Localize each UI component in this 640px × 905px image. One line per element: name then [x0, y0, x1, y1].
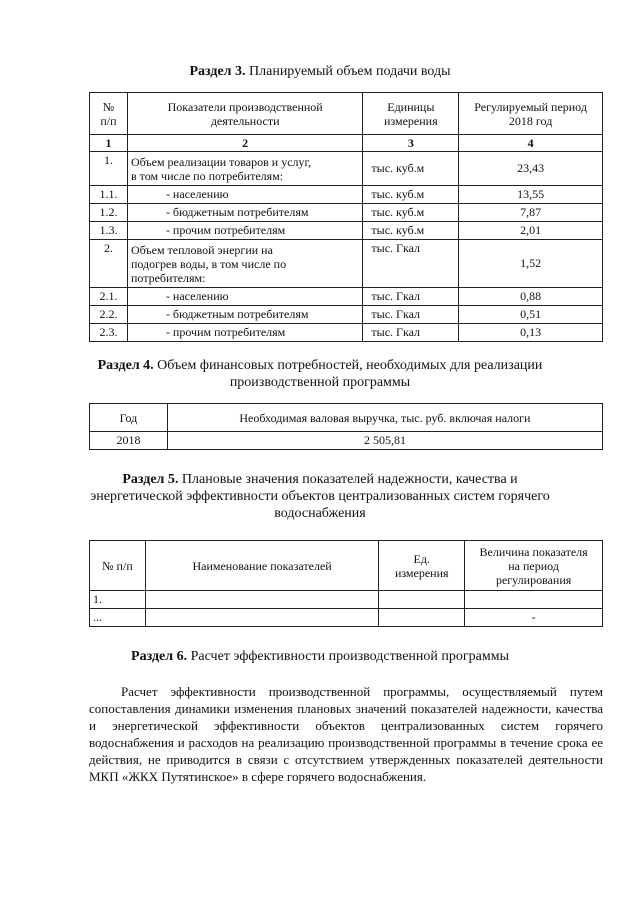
row-indicator: - прочим потребителям — [127, 324, 362, 342]
row-number: 1. — [90, 152, 128, 186]
row-unit: тыс. куб.м — [363, 204, 459, 222]
col-header-unit: Ед. измерения — [379, 541, 465, 591]
table-row — [90, 432, 603, 450]
table-header-row — [90, 93, 603, 135]
row-value: 7,87 — [459, 204, 603, 222]
row-unit: тыс. куб.м — [363, 152, 459, 186]
row-value: 13,55 — [459, 186, 603, 204]
column-number-row — [90, 135, 603, 152]
row-unit: тыс. Гкал — [363, 306, 459, 324]
row-number: ... — [90, 609, 146, 627]
section-6-title-bold: Раздел 6. — [131, 649, 188, 664]
section-5-title-line3: водоснабжения — [274, 506, 366, 521]
row-unit: тыс. Гкал — [363, 324, 459, 342]
section-6-title-text: Расчет эффективности производственной программы — [187, 649, 509, 664]
row-indicator: Объем реализации товаров и услуг, в том числе по потребителям: — [127, 152, 362, 186]
section-4-title — [0, 357, 640, 391]
table-row — [90, 204, 603, 222]
row-indicator: - бюджетным потребителям — [127, 204, 362, 222]
section-6-title — [0, 648, 640, 665]
section-3-title — [0, 63, 640, 80]
table-row — [90, 609, 603, 627]
row-value: 0,51 — [459, 306, 603, 324]
col-number: 3 — [363, 135, 459, 152]
reliability-indicators-table — [89, 540, 603, 627]
row-number: 2.2. — [90, 306, 128, 324]
table-row — [90, 306, 603, 324]
section-4-title-bold: Раздел 4. — [97, 358, 154, 373]
col-number: 1 — [90, 135, 128, 152]
section-4-title-text: Объем финансовых потребностей, необходимых для реализации — [153, 358, 543, 373]
row-year: 2018 — [90, 432, 168, 450]
row-unit: тыс. Гкал — [363, 240, 459, 288]
efficiency-paragraph: Расчет эффективности производственной программы, осуществляемый путем сопоставления динамики изменения плановых значений показателей надежности, качества и энергетической эффективности объектов централизованных систем горячего водоснабжения и расходов на реализацию производственной программы в течение срока ее действия, не приводится в связи с отсутствием утвержденных показателей деятельности МКП «ЖКХ Путятинское» в сфере горячего водоснабжения. — [89, 684, 603, 784]
section-5-title — [0, 471, 640, 522]
section-5-title-bold: Раздел 5. — [122, 472, 179, 487]
row-number: 1. — [90, 591, 146, 609]
row-unit: тыс. Гкал — [363, 288, 459, 306]
row-number: 1.3. — [90, 222, 128, 240]
row-value — [465, 591, 603, 609]
row-value: 0,13 — [459, 324, 603, 342]
row-number: 2. — [90, 240, 128, 288]
table-row — [90, 152, 603, 186]
table-header-row — [90, 404, 603, 432]
section-5-title-text: Плановые значения показателей надежности, качества и — [178, 472, 518, 487]
row-revenue: 2 505,81 — [167, 432, 602, 450]
col-header-num: № п/п — [90, 93, 128, 135]
row-unit — [379, 591, 465, 609]
col-header-period: Регулируемый период 2018 год — [459, 93, 603, 135]
row-value: - — [465, 609, 603, 627]
table-row — [90, 591, 603, 609]
table-row — [90, 288, 603, 306]
row-number: 1.1. — [90, 186, 128, 204]
row-indicator: - населению — [127, 186, 362, 204]
row-indicator: Объем тепловой энергии на подогрев воды, в том числе по потребителям: — [127, 240, 362, 288]
section-3-title-text: Планируемый объем подачи воды — [245, 64, 451, 79]
row-indicator: - бюджетным потребителям — [127, 306, 362, 324]
row-number: 2.3. — [90, 324, 128, 342]
table-row — [90, 222, 603, 240]
row-unit: тыс. куб.м — [363, 222, 459, 240]
row-value: 2,01 — [459, 222, 603, 240]
row-number: 1.2. — [90, 204, 128, 222]
table-row — [90, 324, 603, 342]
section-5-title-line2: энергетической эффективности объектов централизованных систем горячего — [90, 489, 550, 504]
col-header-indicator-name: Наименование показателей — [145, 541, 378, 591]
row-unit — [379, 609, 465, 627]
row-indicator — [145, 609, 378, 627]
col-header-num: № п/п — [90, 541, 146, 591]
row-value: 1,52 — [459, 240, 603, 288]
row-unit: тыс. куб.м — [363, 186, 459, 204]
water-supply-table — [89, 92, 603, 342]
col-header-indicator: Показатели производственной деятельности — [127, 93, 362, 135]
col-header-value: Величина показателя на период регулирования — [465, 541, 603, 591]
row-value: 23,43 — [459, 152, 603, 186]
row-indicator: - прочим потребителям — [127, 222, 362, 240]
col-number: 4 — [459, 135, 603, 152]
col-header-revenue: Необходимая валовая выручка, тыс. руб. включая налоги — [167, 404, 602, 432]
section-3-title-bold: Раздел 3. — [189, 64, 246, 79]
table-header-row — [90, 541, 603, 591]
row-indicator: - населению — [127, 288, 362, 306]
col-number: 2 — [127, 135, 362, 152]
financial-needs-table — [89, 403, 603, 450]
row-indicator — [145, 591, 378, 609]
table-row — [90, 240, 603, 288]
section-4-title-line2: производственной программы — [229, 375, 411, 390]
col-header-unit: Единицы измерения — [363, 93, 459, 135]
table-row — [90, 186, 603, 204]
row-value: 0,88 — [459, 288, 603, 306]
col-header-year: Год — [90, 404, 168, 432]
row-number: 2.1. — [90, 288, 128, 306]
